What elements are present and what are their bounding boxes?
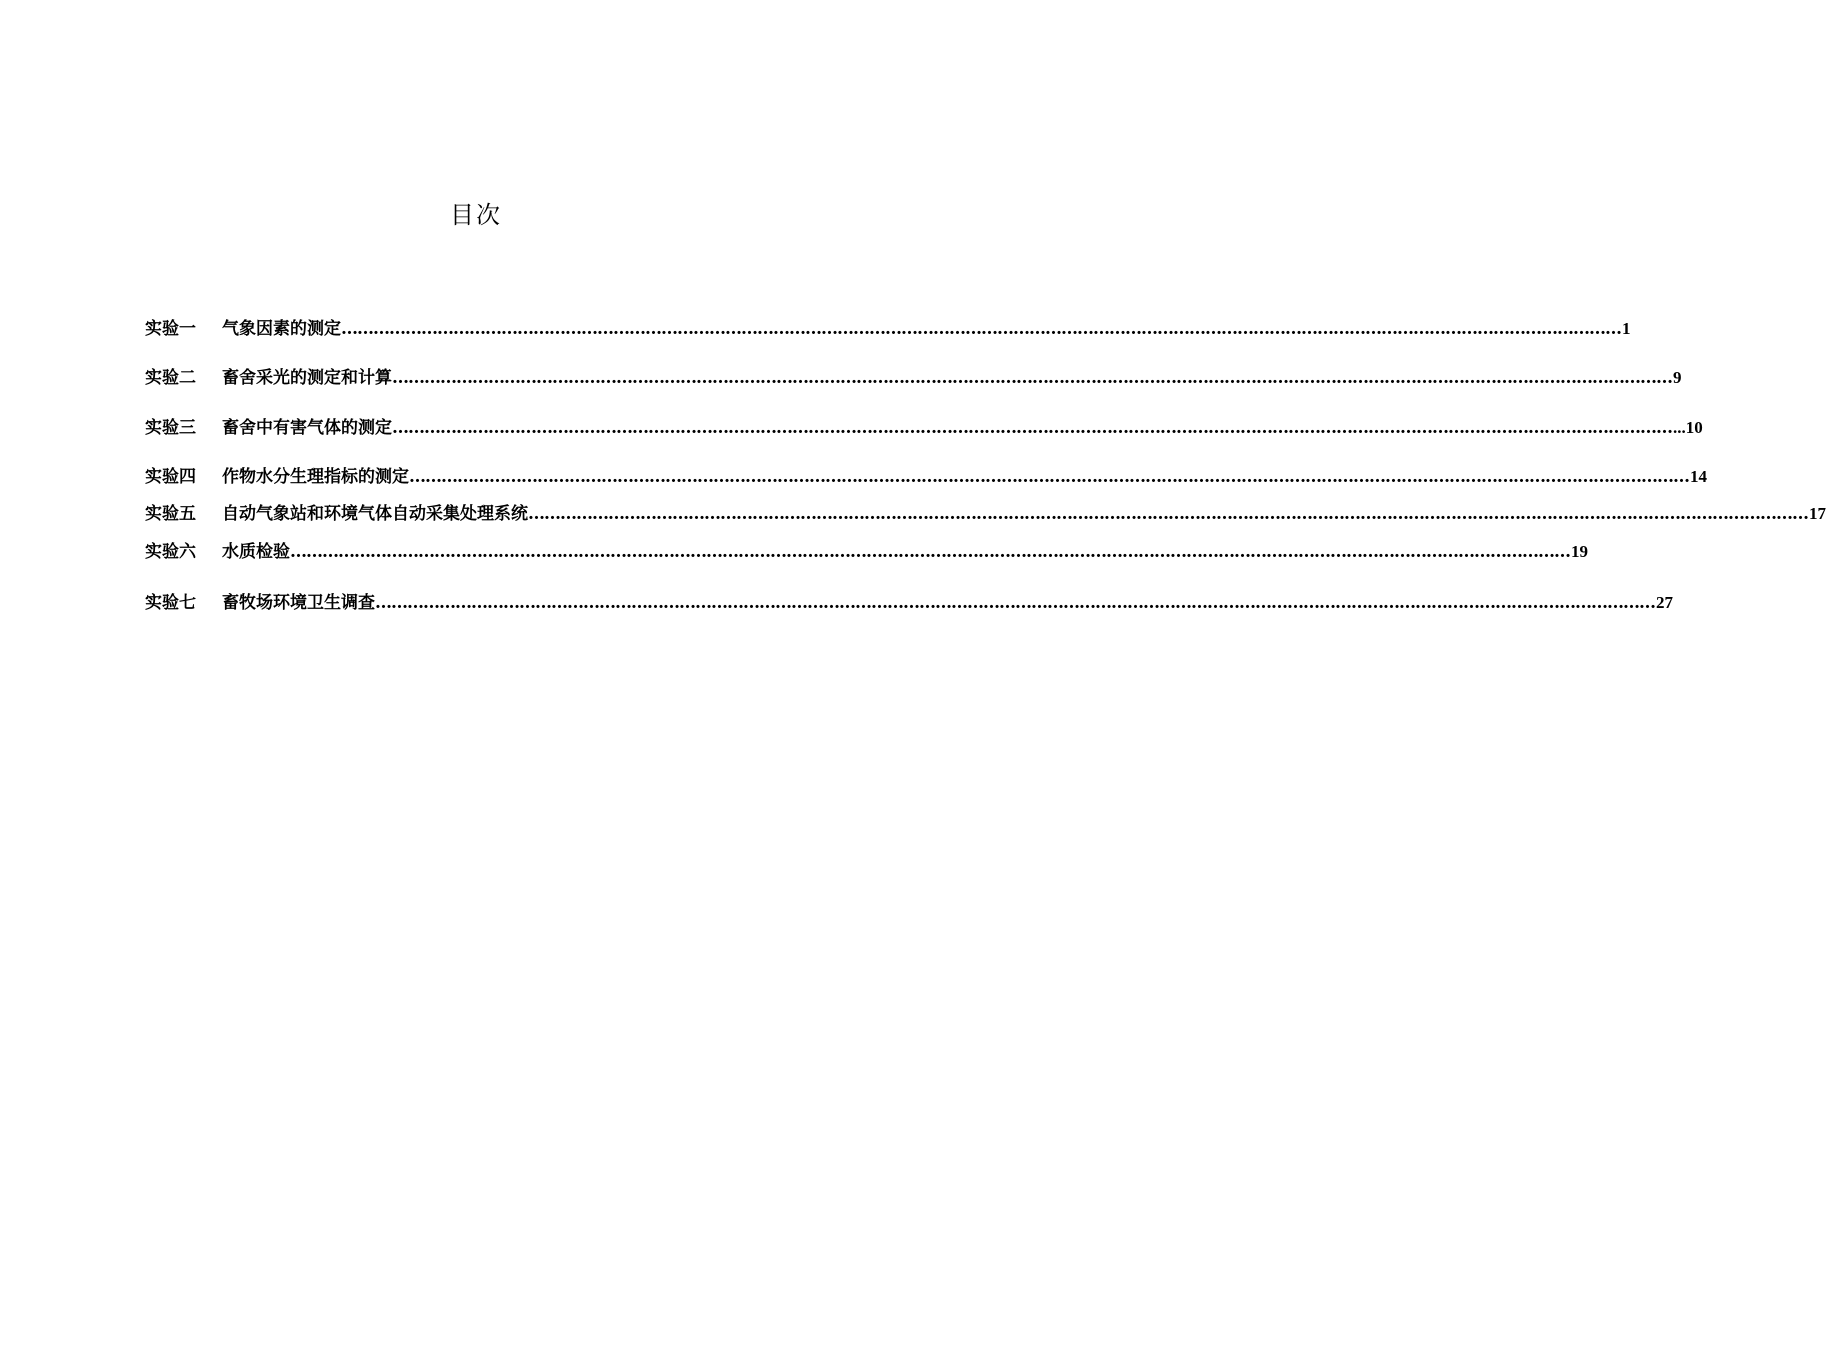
toc-leader-dots: …………………………………………………………………………………………………………………………………………………………………………………………………………………… [392, 368, 1672, 388]
toc-entry-title: 气象因素的测定 [222, 319, 341, 339]
toc-entry-number: 实验一 [145, 319, 196, 339]
toc-entry-page: 1 [1622, 319, 1631, 338]
toc-entry[interactable] [145, 501, 1826, 527]
toc-entry-title: 畜牧场环境卫生调查 [222, 593, 375, 613]
toc-entry-page: 19 [1571, 542, 1588, 561]
toc-entry-title: 自动气象站和环境气体自动采集处理系统 [222, 504, 528, 524]
toc-entry[interactable] [145, 590, 1673, 616]
toc-entry-number: 实验六 [145, 542, 196, 562]
toc-entry-number: 实验二 [145, 368, 196, 388]
toc-entry-number: 实验七 [145, 593, 196, 613]
toc-entry[interactable] [145, 464, 1707, 490]
toc-leader-dots: …………………………………………………………………………………………………………………………………………………………………………………………………………………… [409, 467, 1689, 487]
page-title: 目次 [450, 201, 502, 229]
toc-leader-dots: …………………………………………………………………………………………………………………………………………………………………………………………………………………… [375, 593, 1655, 613]
toc-entry-title: 畜舍中有害气体的测定 [222, 418, 392, 438]
toc-entry-number: 实验四 [145, 467, 196, 487]
toc-entry[interactable] [145, 316, 1631, 342]
toc-entry[interactable] [145, 539, 1588, 565]
toc-entry-page: 27 [1656, 593, 1673, 612]
toc-entry-page: 17 [1809, 504, 1826, 523]
toc-entry-page: 14 [1690, 467, 1707, 486]
toc-entry-title: 畜舍采光的测定和计算 [222, 368, 392, 388]
toc-entry-number: 实验三 [145, 418, 196, 438]
toc-entry[interactable] [145, 365, 1682, 391]
toc-leader-dots: …………………………………………………………………………………………………………………………………………………………………………………………………………………… [290, 542, 1570, 562]
toc-entry-title: 水质检验 [222, 542, 290, 562]
toc-leader-dots: …………………………………………………………………………………………………………………………………………………………………………………………………………………… [528, 504, 1808, 524]
toc-leader-dots: …………………………………………………………………………………………………………………………………………………………………………………………………………………… [341, 319, 1621, 339]
toc-entry-title: 作物水分生理指标的测定 [222, 467, 409, 487]
toc-entry-number: 实验五 [145, 504, 196, 524]
toc-entry-page: ...10 [1673, 418, 1703, 437]
toc-entry-page: 9 [1673, 368, 1682, 387]
toc-entry[interactable] [145, 415, 1703, 441]
toc-leader-dots: …………………………………………………………………………………………………………………………………………………………………………………………………………………… [392, 418, 1672, 438]
